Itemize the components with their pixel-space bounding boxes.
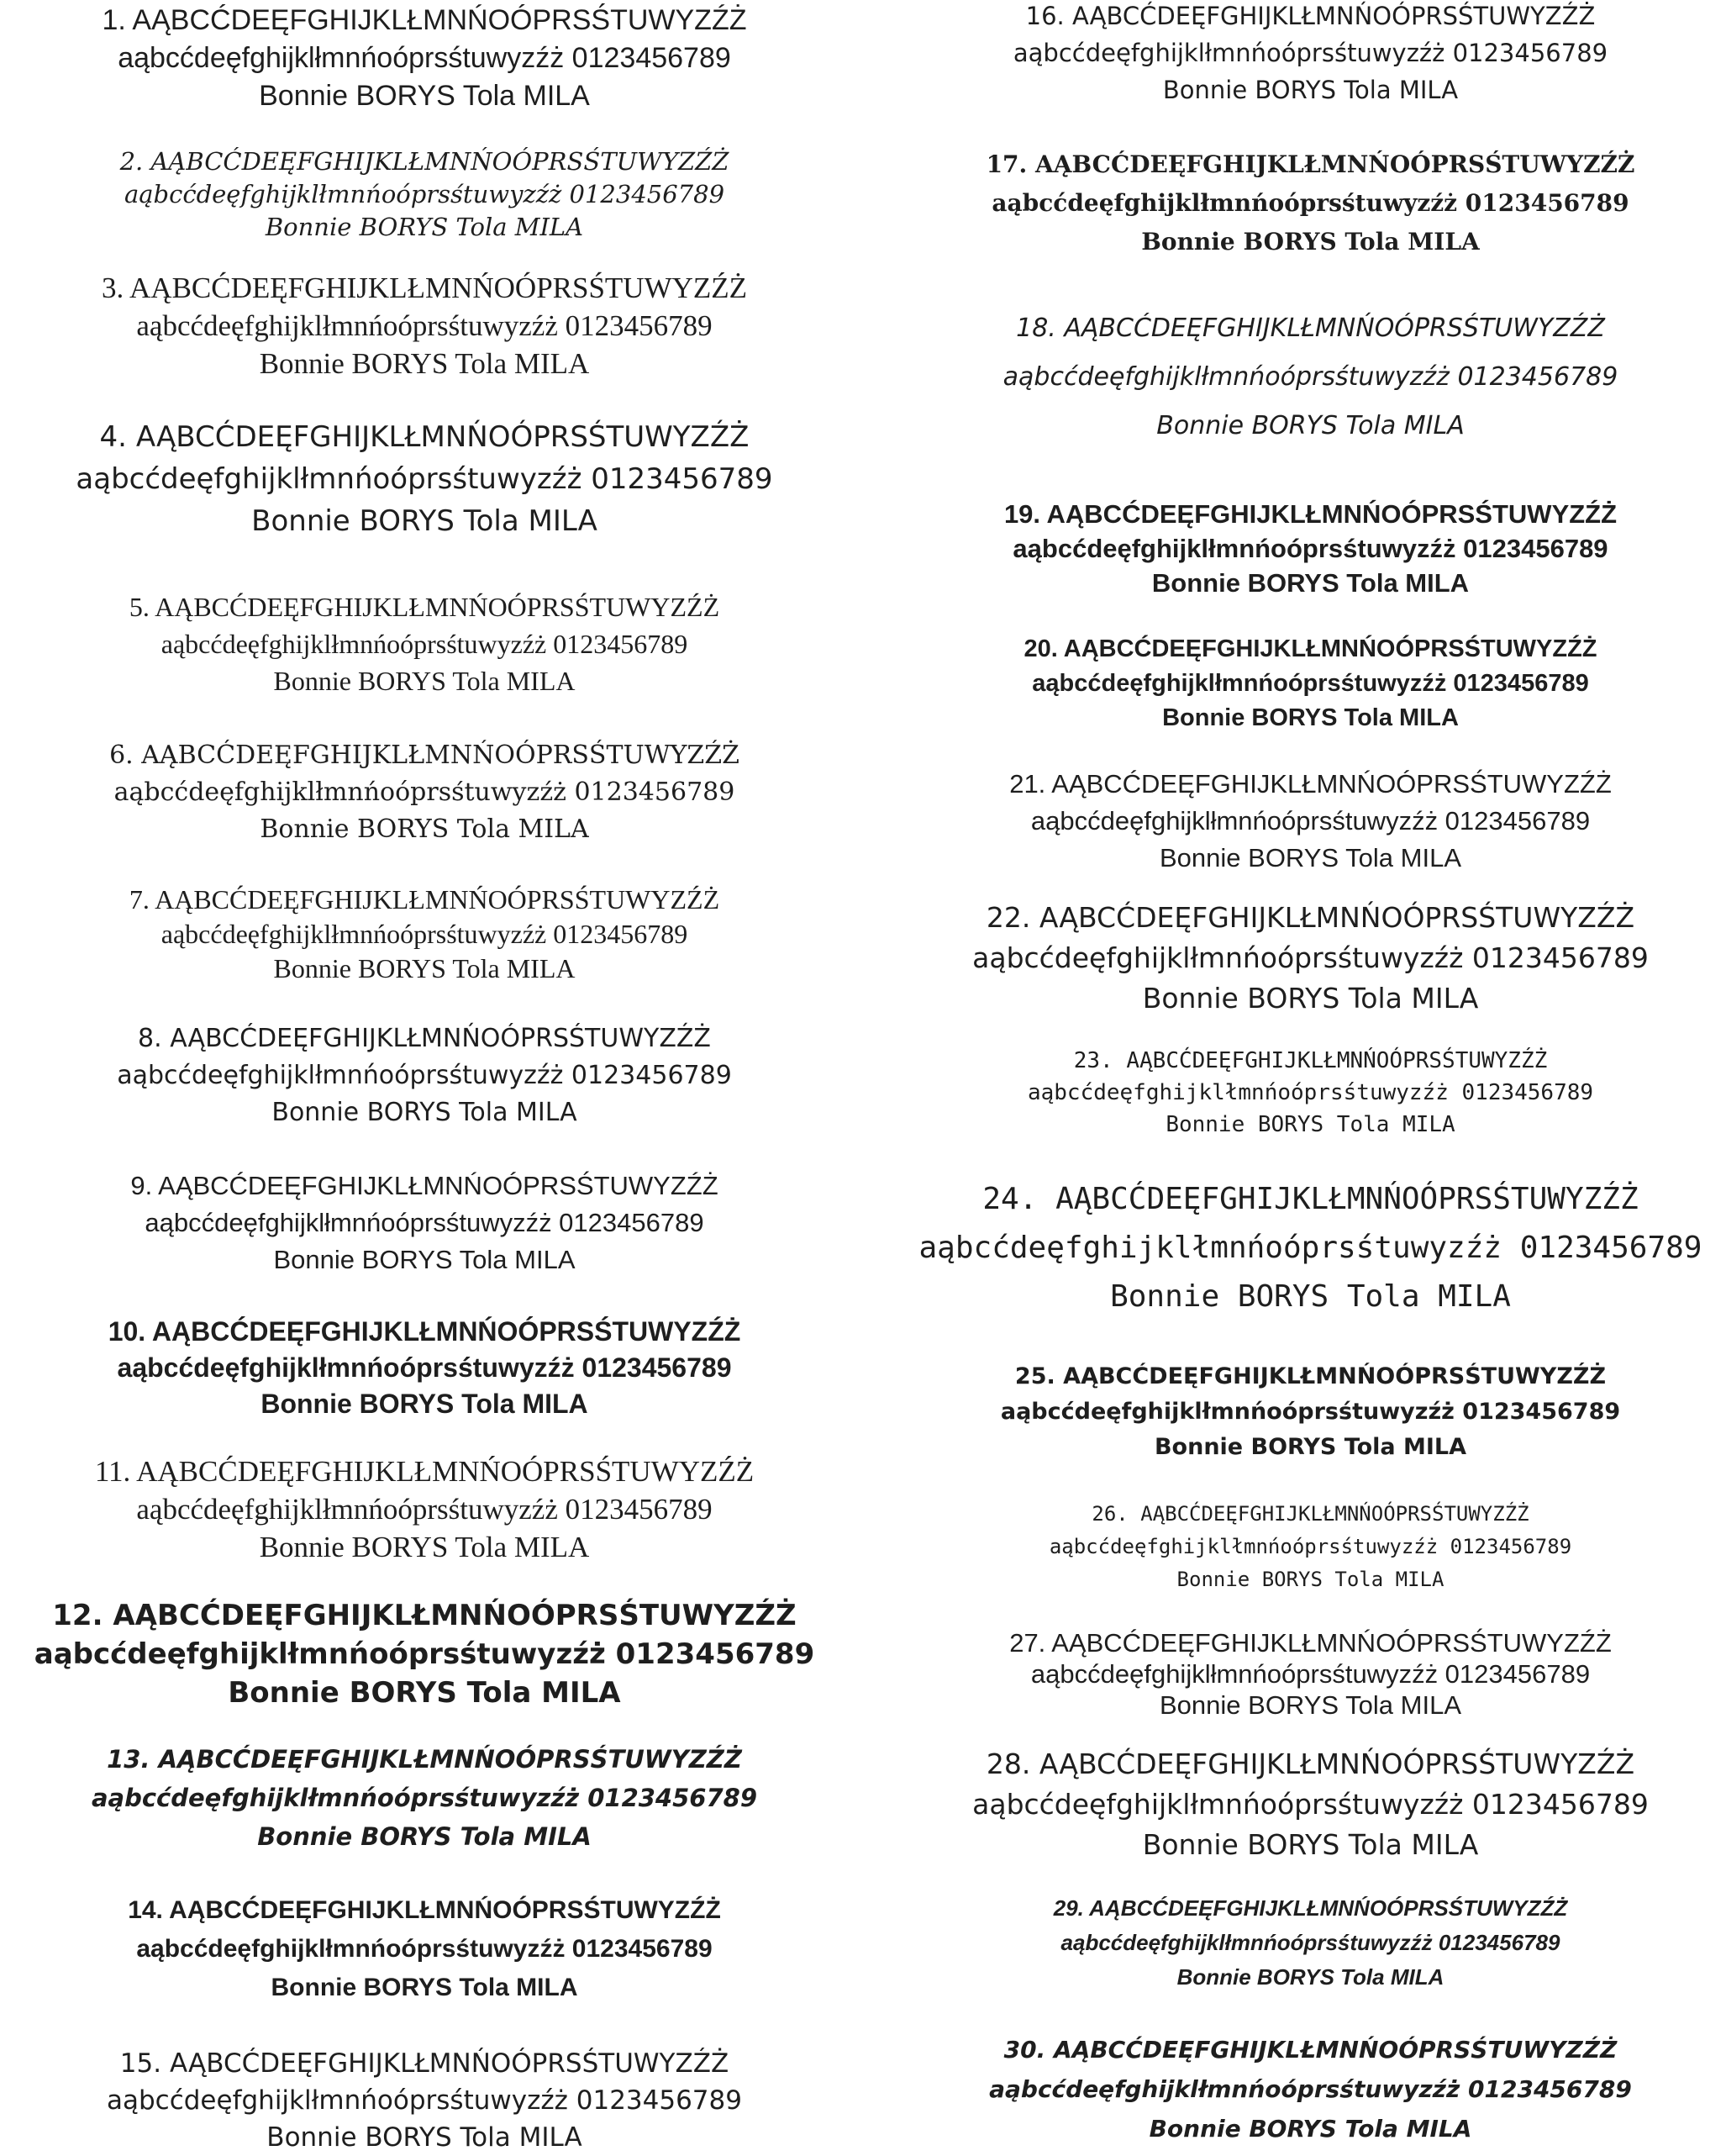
sample-uppercase-line: 21. AĄBCĆDEĘFGHIJKLŁMNŃOÓPRSŚTUWYZŹŻ: [1009, 769, 1612, 799]
font-sample-24: [895, 1175, 1726, 1321]
sample-names-line: Bonnie BORYS Tola MILA: [228, 1676, 621, 1710]
sample-uppercase-line: 23. AĄBCĆDEĘFGHIJKLŁMNŃOÓPRSŚTUWYZŹŻ: [1073, 1048, 1548, 1073]
sample-lowercase-line: aąbcćdeęfghijklłmnńoóprsśtuwyzźż 0123456789: [1000, 1399, 1621, 1425]
sample-lowercase-line: aąbcćdeęfghijklłmnńoóprsśtuwyzźż 0123456789: [1030, 1659, 1591, 1689]
sample-lowercase-line: aąbcćdeęfghijklłmnńoóprsśtuwyzźż 0123456789: [113, 778, 735, 807]
sample-names-line: Bonnie BORYS Tola MILA: [259, 80, 590, 112]
font-sample-6: [0, 737, 849, 848]
sample-lowercase-line: aąbcćdeęfghijklłmnńoóprsśtuwyzźż 0123456789: [117, 1061, 732, 1090]
sample-uppercase-line: 27. AĄBCĆDEĘFGHIJKLŁMNŃOÓPRSŚTUWYZŹŻ: [1009, 1628, 1612, 1658]
font-sample-4: [0, 416, 849, 542]
sample-uppercase-line: 28. AĄBCĆDEĘFGHIJKLŁMNŃOÓPRSŚTUWYZŹŻ: [986, 1747, 1635, 1780]
sample-uppercase-line: 22. AĄBCĆDEĘFGHIJKLŁMNŃOÓPRSŚTUWYZŹŻ: [986, 901, 1635, 934]
sample-uppercase-line: 25. AĄBCĆDEĘFGHIJKLŁMNŃOÓPRSŚTUWYZŹŻ: [1014, 1363, 1607, 1389]
sample-lowercase-line: aąbcćdeęfghijklłmnńoóprsśtuwyzźż 0123456789: [136, 1935, 713, 1963]
sample-uppercase-line: 7. AĄBCĆDEĘFGHIJKLŁMNŃOÓPRSŚTUWYZŹŻ: [129, 884, 720, 915]
sample-names-line: Bonnie BORYS Tola MILA: [260, 1389, 588, 1419]
sample-uppercase-line: 14. AĄBCĆDEĘFGHIJKLŁMNŃOÓPRSŚTUWYZŹŻ: [128, 1896, 721, 1924]
sample-lowercase-line: aąbcćdeęfghijklłmnńoóprsśtuwyzźż 0123456789: [1032, 670, 1589, 697]
sample-names-line: Bonnie BORYS Tola MILA: [273, 953, 576, 983]
sample-lowercase-line: aąbcćdeęfghijklłmnńoóprsśtuwyzźż 0123456789: [1013, 534, 1608, 563]
sample-lowercase-line: aąbcćdeęfghijklłmnńoóprsśtuwyzźż 0123456789: [124, 180, 725, 208]
font-sample-21: [895, 766, 1726, 877]
sample-names-line: Bonnie BORYS Tola MILA: [1166, 1112, 1455, 1137]
sample-names-line: Bonnie BORYS Tola MILA: [1156, 411, 1465, 440]
font-sample-9: [0, 1168, 849, 1278]
sample-names-line: Bonnie BORYS Tola MILA: [1151, 568, 1470, 598]
font-sample-17: [895, 145, 1726, 261]
sample-lowercase-line: aąbcćdeęfghijklłmnńoóprsśtuwyzźż 0123456789: [1027, 1080, 1594, 1105]
sample-names-line: Bonnie BORYS Tola MILA: [265, 213, 584, 241]
sample-lowercase-line: aąbcćdeęfghijklłmnńoóprsśtuwyzźż 0123456789: [989, 2075, 1632, 2103]
sample-uppercase-line: 19. AĄBCĆDEĘFGHIJKLŁMNŃOÓPRSŚTUWYZŹŻ: [1003, 499, 1618, 529]
font-sample-29: [895, 1891, 1726, 1995]
font-sample-19: [895, 497, 1726, 600]
font-sample-22: [895, 898, 1726, 1019]
sample-uppercase-line: 30. AĄBCĆDEĘFGHIJKLŁMNŃOÓPRSŚTUWYZŹŻ: [1003, 2036, 1618, 2064]
sample-names-line: Bonnie BORYS Tola MILA: [1141, 228, 1480, 256]
sample-lowercase-line: aąbcćdeęfghijklłmnńoóprsśtuwyzźż 0123456789: [117, 1352, 732, 1383]
sample-uppercase-line: 9. AĄBCĆDEĘFGHIJKLŁMNŃOÓPRSŚTUWYZŹŻ: [130, 1171, 718, 1200]
sample-names-line: Bonnie BORYS Tola MILA: [257, 1822, 592, 1851]
font-sample-16: [895, 0, 1726, 108]
font-sample-10: [0, 1314, 849, 1422]
sample-lowercase-line: aąbcćdeęfghijklłmnńoóprsśtuwyzźż 0123456789: [76, 462, 773, 496]
sample-lowercase-line: aąbcćdeęfghijklłmnńoóprsśtuwyzźż 0123456789: [160, 629, 688, 659]
sample-uppercase-line: 12. AĄBCĆDEĘFGHIJKLŁMNŃOÓPRSŚTUWYZŹŻ: [52, 1599, 797, 1632]
font-sample-14: [0, 1891, 849, 2007]
sample-names-line: Bonnie BORYS Tola MILA: [1160, 843, 1461, 872]
sample-names-line: Bonnie BORYS Tola MILA: [1176, 1568, 1444, 1591]
sample-lowercase-line: aąbcćdeęfghijklłmnńoóprsśtuwyzźż 0123456789: [91, 1784, 758, 1812]
sample-uppercase-line: 18. AĄBCĆDEĘFGHIJKLŁMNŃOÓPRSŚTUWYZŹŻ: [1016, 314, 1605, 343]
sample-lowercase-line: aąbcćdeęfghijklłmnńoóprsśtuwyzźż 0123456789: [992, 189, 1629, 217]
sample-names-line: Bonnie BORYS Tola MILA: [251, 504, 597, 538]
sample-names-line: Bonnie BORYS Tola MILA: [1176, 1964, 1444, 1990]
font-sample-2: [0, 145, 849, 244]
font-sample-23: [895, 1045, 1726, 1141]
sample-lowercase-line: aąbcćdeęfghijklłmnńoóprsśtuwyzźż 0123456789: [34, 1637, 815, 1671]
sample-names-line: Bonnie BORYS Tola MILA: [266, 2122, 582, 2153]
font-sample-27: [895, 1627, 1726, 1721]
sample-lowercase-line: aąbcćdeęfghijklłmnńoóprsśtuwyzźż 0123456789: [1002, 362, 1618, 392]
sample-lowercase-line: aąbcćdeęfghijklłmnńoóprsśtuwyzźż 0123456789: [1049, 1535, 1572, 1558]
font-sample-30: [895, 2030, 1726, 2148]
sample-names-line: Bonnie BORYS Tola MILA: [260, 814, 589, 844]
font-sample-26: [895, 1498, 1726, 1596]
sample-lowercase-line: aąbcćdeęfghijklłmnńoóprsśtuwyzźż 0123456789: [107, 2085, 742, 2116]
font-sample-25: [895, 1359, 1726, 1465]
sample-lowercase-line: aąbcćdeęfghijklłmnńoóprsśtuwyzźż 0123456789: [1030, 806, 1591, 836]
font-sample-13: [0, 1740, 849, 1856]
sample-names-line: Bonnie BORYS Tola MILA: [1162, 76, 1459, 104]
font-sample-7: [0, 883, 849, 986]
font-sample-5: [0, 588, 849, 699]
sample-lowercase-line: aąbcćdeęfghijklłmnńoóprsśtuwyzźż 0123456789: [136, 1493, 713, 1526]
font-sample-28: [895, 1744, 1726, 1865]
sample-lowercase-line: aąbcćdeęfghijklłmnńoóprsśtuwyzźż 0123456789: [972, 941, 1649, 974]
sample-uppercase-line: 10. AĄBCĆDEĘFGHIJKLŁMNŃOÓPRSŚTUWYZŹŻ: [108, 1316, 741, 1347]
font-sample-15: [0, 2045, 849, 2156]
sample-uppercase-line: 3. AĄBCĆDEĘFGHIJKLŁMNŃOÓPRSŚTUWYZŹŻ: [101, 271, 748, 304]
sample-lowercase-line: aąbcćdeęfghijklłmnńoóprsśtuwyzźż 0123456789: [145, 1208, 704, 1237]
sample-names-line: Bonnie BORYS Tola MILA: [259, 347, 590, 380]
sample-uppercase-line: 1. AĄBCĆDEĘFGHIJKLŁMNŃOÓPRSŚTUWYZŹŻ: [102, 4, 747, 36]
sample-uppercase-line: 5. AĄBCĆDEĘFGHIJKLŁMNŃOÓPRSŚTUWYZŹŻ: [129, 592, 720, 622]
font-sample-3: [0, 269, 849, 382]
sample-uppercase-line: 4. AĄBCĆDEĘFGHIJKLŁMNŃOÓPRSŚTUWYZŹŻ: [99, 420, 750, 454]
sample-uppercase-line: 16. AĄBCĆDEĘFGHIJKLŁMNŃOÓPRSŚTUWYZŹŻ: [1025, 2, 1596, 30]
font-sample-11: [0, 1452, 849, 1566]
sample-names-line: Bonnie BORYS Tola MILA: [1154, 1434, 1467, 1460]
sample-names-line: Bonnie BORYS Tola MILA: [1142, 1828, 1479, 1861]
sample-names-line: Bonnie BORYS Tola MILA: [271, 1098, 577, 1127]
font-sample-18: [895, 304, 1726, 451]
sample-names-line: Bonnie BORYS Tola MILA: [273, 1245, 576, 1274]
sample-lowercase-line: aąbcćdeęfghijklłmnńoóprsśtuwyzźż 0123456789: [972, 1788, 1649, 1821]
sample-lowercase-line: aąbcćdeęfghijklłmnńoóprsśtuwyzźż 0123456789: [918, 1231, 1702, 1265]
sample-names-line: Bonnie BORYS Tola MILA: [1160, 1690, 1461, 1720]
sample-lowercase-line: aąbcćdeęfghijklłmnńoóprsśtuwyzźż 0123456789: [1060, 1930, 1560, 1955]
sample-names-line: Bonnie BORYS Tola MILA: [1162, 704, 1459, 731]
sample-names-line: Bonnie BORYS Tola MILA: [259, 1531, 590, 1563]
sample-lowercase-line: aąbcćdeęfghijklłmnńoóprsśtuwyzźż 0123456789: [118, 42, 731, 74]
sample-uppercase-line: 13. AĄBCĆDEĘFGHIJKLŁMNŃOÓPRSŚTUWYZŹŻ: [107, 1745, 742, 1774]
font-sample-1: [0, 2, 849, 115]
font-sample-12: [0, 1596, 849, 1712]
sample-names-line: Bonnie BORYS Tola MILA: [1110, 1279, 1511, 1314]
sample-uppercase-line: 15. AĄBCĆDEĘFGHIJKLŁMNŃOÓPRSŚTUWYZŹŻ: [119, 2048, 729, 2079]
sample-lowercase-line: aąbcćdeęfghijklłmnńoóprsśtuwyzźż 0123456789: [136, 309, 713, 342]
sample-names-line: Bonnie BORYS Tola MILA: [273, 666, 576, 696]
sample-names-line: Bonnie BORYS Tola MILA: [1149, 2115, 1472, 2143]
sample-names-line: Bonnie BORYS Tola MILA: [1142, 982, 1479, 1015]
sample-uppercase-line: 24. AĄBCĆDEĘFGHIJKLŁMNŃOÓPRSŚTUWYZŹŻ: [982, 1182, 1639, 1216]
sample-lowercase-line: aąbcćdeęfghijklłmnńoóprsśtuwyzźż 0123456789: [1013, 39, 1608, 67]
sample-uppercase-line: 11. AĄBCĆDEĘFGHIJKLŁMNŃOÓPRSŚTUWYZŹŻ: [94, 1455, 755, 1488]
sample-names-line: Bonnie BORYS Tola MILA: [271, 1974, 578, 2001]
sample-uppercase-line: 6. AĄBCĆDEĘFGHIJKLŁMNŃOÓPRSŚTUWYZŹŻ: [109, 741, 739, 770]
font-sample-20: [895, 632, 1726, 735]
sample-uppercase-line: 17. AĄBCĆDEĘFGHIJKLŁMNŃOÓPRSŚTUWYZŹŻ: [986, 150, 1635, 178]
sample-uppercase-line: 2. AĄBCĆDEĘFGHIJKLŁMNŃOÓPRSŚTUWYZŹŻ: [119, 147, 729, 176]
sample-uppercase-line: 26. AĄBCĆDEĘFGHIJKLŁMNŃOÓPRSŚTUWYZŹŻ: [1092, 1502, 1529, 1526]
font-sample-8: [0, 1020, 849, 1131]
sample-lowercase-line: aąbcćdeęfghijklłmnńoóprsśtuwyzźż 0123456789: [160, 919, 688, 949]
sample-uppercase-line: 20. AĄBCĆDEĘFGHIJKLŁMNŃOÓPRSŚTUWYZŹŻ: [1023, 635, 1597, 662]
sample-uppercase-line: 29. AĄBCĆDEĘFGHIJKLŁMNŃOÓPRSŚTUWYZŹŻ: [1053, 1895, 1568, 1921]
sample-uppercase-line: 8. AĄBCĆDEĘFGHIJKLŁMNŃOÓPRSŚTUWYZŹŻ: [138, 1024, 711, 1053]
